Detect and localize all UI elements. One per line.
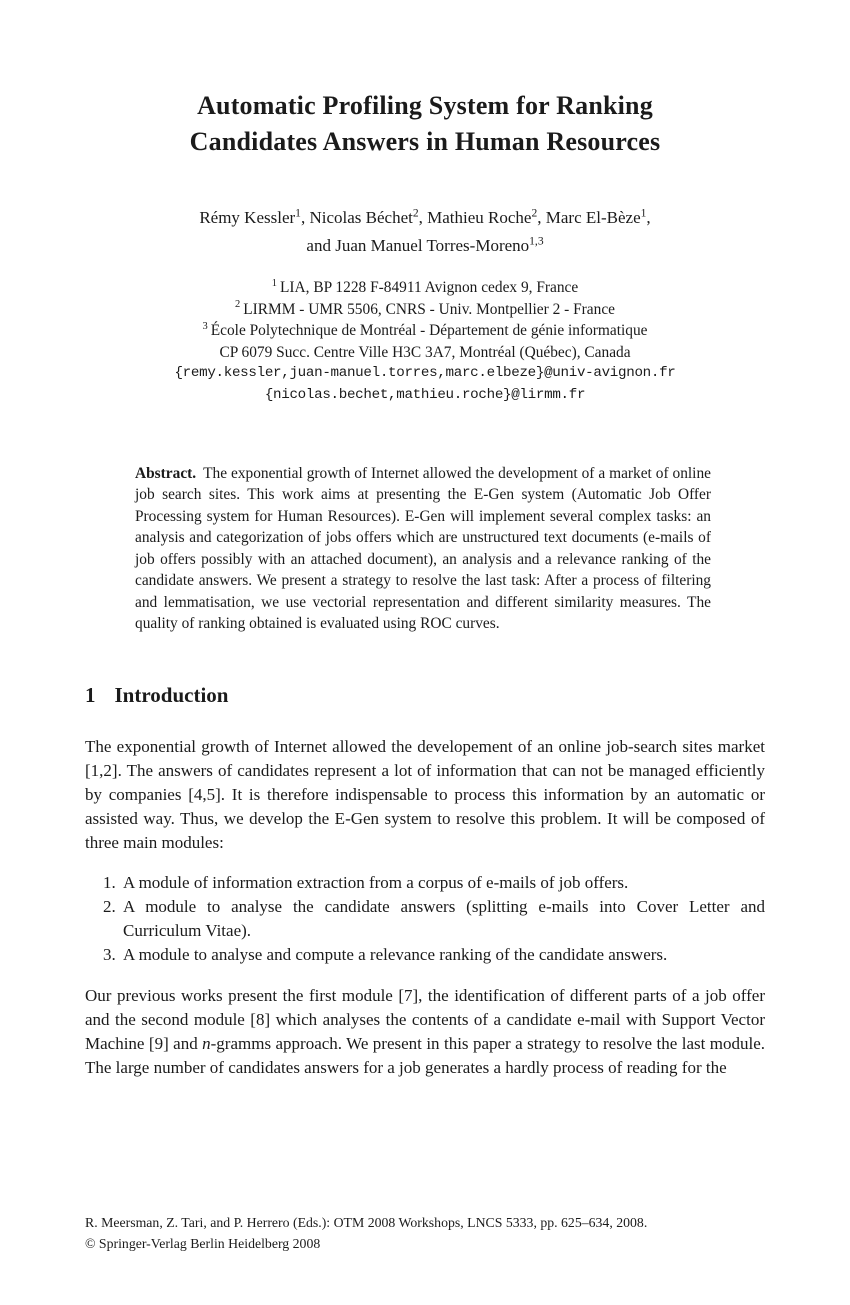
- module-list-item-2: 2. A module to analyse the candidate answers (splitting e-mails into Cover Letter and Curriculum Vitae).: [120, 895, 765, 943]
- author-emails-avignon: {remy.kessler,juan-manuel.torres,marc.elbeze}@univ-avignon.fr: [174, 365, 676, 382]
- paper-title-line-2: Candidates Answers in Human Resources: [189, 127, 661, 156]
- author-separator: ,: [300, 208, 310, 227]
- author-name: Rémy Kessler$^1$,: [199, 206, 310, 227]
- author-separator: ,: [646, 208, 651, 227]
- affiliation-line-4: CP 6079 Succ. Centre Ville H3C 3A7, Montréal (Québec), Canada: [219, 343, 631, 361]
- affiliation-line-2: $^2$ LIRMM - UMR 5506, CNRS - Univ. Montpellier 2 - France: [234, 299, 615, 318]
- author-affiliation-mark: 2: [531, 206, 538, 220]
- intro-paragraph-2: Our previous works present the first module [7], the identification of different parts of a job offer and the second module [8] which analyses the contents of a candidate e-mail with Support Vector Machine [9] and n-gramms approach. We present in this paper a strategy to resolve the last module. The large number of candidates answers for a job generates a hardly process of reading for the: [85, 985, 765, 1077]
- author-emails-lirmm: {nicolas.bechet,mathieu.roche}@lirmm.fr: [264, 386, 586, 403]
- affiliation-mark: 2: [234, 299, 241, 311]
- author-name: Mathieu Roche$^2$,: [427, 206, 546, 227]
- footer-copyright: © Springer-Verlag Berlin Heidelberg 2008: [85, 1236, 321, 1251]
- paper-title-line-1: Automatic Profiling System for Ranking: [197, 91, 653, 120]
- section-title: Introduction: [114, 682, 229, 707]
- author-affiliation-mark: 1: [640, 206, 647, 220]
- page-footer: [85, 1212, 765, 1254]
- affiliation-mark: 3: [202, 321, 208, 333]
- module-list-item-3: 3. A module to analyse and compute a relevance ranking of the candidate answers.: [120, 943, 765, 967]
- author-affiliation-mark: 2: [412, 206, 419, 220]
- intro-paragraph-1: The exponential growth of Internet allowed the developement of an online job-search sites market [1,2]. The answers of candidates represent a lot of information that can not be managed efficiently by companies [4,5]. It is therefore indispensable to process this information by an automatic or assisted way. Thus, we develop the E-Gen system to resolve this problem. It will be composed of three main modules:: [85, 736, 765, 852]
- author-separator: ,: [418, 208, 428, 227]
- author-affiliation-mark: 1,3: [529, 234, 544, 248]
- affiliation-line-3: $^3$ École Polytechnique de Montréal - Département de génie informatique: [202, 321, 648, 340]
- affiliation-line-1: $^1$ LIA, BP 1228 F-84911 Avignon cedex 9, France: [271, 277, 579, 296]
- section-number: 1: [85, 682, 96, 707]
- author-affiliation-mark: 1: [295, 206, 301, 220]
- paper-title: [85, 88, 765, 160]
- author-name: and Juan Manuel Torres-Moreno$^{1,3}$: [306, 234, 544, 255]
- affiliation-block: [85, 277, 765, 407]
- author-list: [85, 204, 765, 260]
- author-name: Nicolas Béchet$^2$,: [309, 206, 428, 227]
- author-name: Marc El-Bèze$^1$,: [545, 206, 651, 227]
- author-separator: ,: [537, 208, 546, 227]
- module-list: [85, 871, 765, 967]
- abstract-text: The exponential growth of Internet allowed the development of a market of online job search sites. This work aims at presenting the E-Gen system (Automatic Job Offer Processing system for Human Resources). E-Gen will implement several complex tasks: an analysis and categorization of jobs offers which are unstructured text documents (e-mails of job offers possibly with an attached document), an analysis and a relevance ranking of the candidate answers. We present a strategy to resolve the last task: After a process of filtering and lemmatisation, we use vectorial representation and different similarity measures. The quality of ranking obtained is evaluated using ROC curves.: [135, 464, 711, 633]
- affiliation-mark: 1: [271, 277, 277, 289]
- section-heading-introduction: [85, 682, 765, 709]
- module-list-item-1: 1. A module of information extraction from a corpus of e-mails of job offers.: [120, 871, 765, 895]
- abstract: [135, 463, 711, 635]
- italic-n: n: [202, 1033, 211, 1053]
- footer-citation: R. Meersman, Z. Tari, and P. Herrero (Eds.): OTM 2008 Workshops, LNCS 5333, pp. 625–634, 2008.: [85, 1215, 648, 1230]
- abstract-label: Abstract.: [135, 464, 197, 482]
